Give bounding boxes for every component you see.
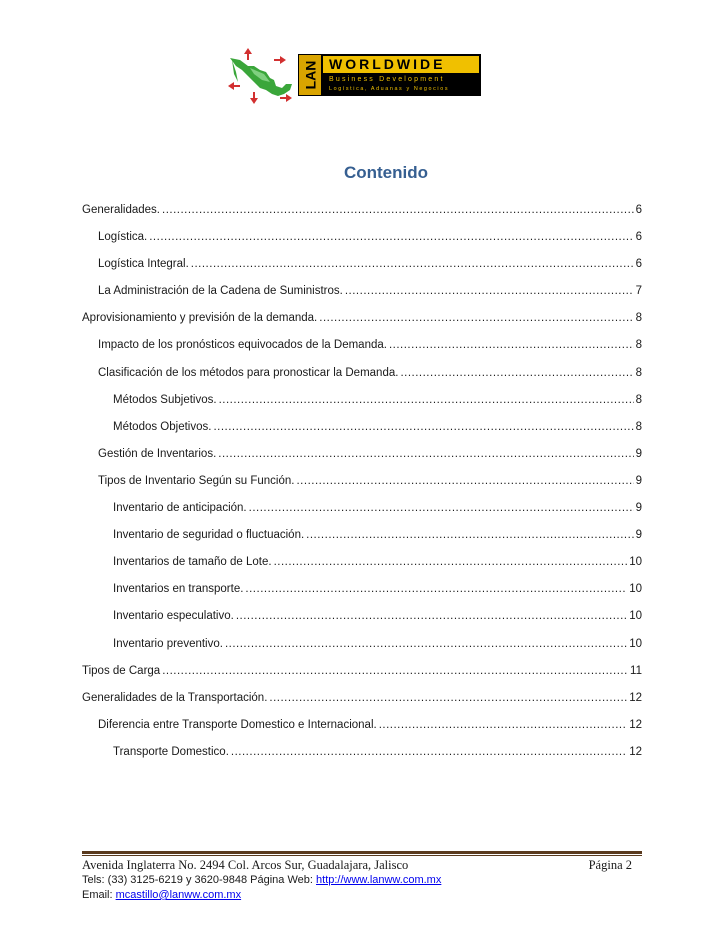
toc-page-number: 12 [629, 718, 642, 731]
toc-entry[interactable] [82, 609, 642, 636]
toc-dot-leader [236, 609, 627, 623]
toc-page-number: 12 [629, 745, 642, 758]
toc-entry-text: Diferencia entre Transporte Domestico e Internacional. [98, 718, 377, 731]
toc-entry-text: Métodos Objetivos. [113, 420, 212, 433]
toc-entry-text: Aprovisionamiento y previsión de la demanda. [82, 312, 318, 325]
toc-entry[interactable] [82, 338, 642, 365]
toc-page-number: 8 [635, 312, 642, 325]
toc-entry[interactable] [82, 393, 642, 420]
toc-dot-leader [162, 664, 628, 678]
toc-entry-text: Tipos de Carga [82, 664, 161, 677]
toc-dot-leader [218, 447, 633, 461]
footer-phones: Tels: (33) 3125-6219 y 3620-9848 Página Web: [82, 874, 317, 886]
toc-entry-text: Inventario de anticipación. [113, 502, 247, 515]
toc-page-number: 8 [635, 366, 642, 379]
toc-page-number: 8 [635, 393, 642, 406]
brand-name: WORLDWIDE [323, 56, 479, 73]
toc-entry-text: Impacto de los pronósticos equivocados de la Demanda. [98, 339, 387, 352]
toc-page-number: 10 [629, 556, 642, 569]
footer-email-label: Email: [82, 889, 116, 901]
brand-letters: LAN [302, 60, 318, 90]
toc-entry-text: Inventario de seguridad o fluctuación. [113, 529, 305, 542]
toc-entry[interactable] [82, 555, 642, 582]
toc-dot-leader [274, 555, 628, 569]
toc-entry-text: Inventarios en transporte. [113, 583, 244, 596]
toc-dot-leader [400, 366, 633, 380]
toc-page-number: 9 [635, 474, 642, 487]
toc-entry[interactable] [82, 284, 642, 311]
toc-entry[interactable] [82, 366, 642, 393]
toc-entry-text: Logística Integral. [98, 258, 189, 271]
table-of-contents [82, 203, 642, 772]
toc-entry-text: Inventario especulativo. [113, 610, 234, 623]
toc-dot-leader [245, 582, 627, 596]
toc-dot-leader [249, 501, 634, 515]
toc-dot-leader [319, 311, 633, 325]
toc-dot-leader [306, 528, 633, 542]
toc-entry-text: Clasificación de los métodos para pronosticar la Demanda. [98, 366, 399, 379]
toc-entry-text: Inventarios de tamaño de Lote. [113, 556, 272, 569]
toc-page-number: 10 [629, 637, 642, 650]
page-footer [82, 858, 642, 903]
toc-dot-leader [225, 637, 627, 651]
footer-contact-line [82, 873, 642, 888]
toc-entry-text: Gestión de Inventarios. [98, 447, 217, 460]
toc-entry-text: Generalidades. [82, 204, 160, 216]
toc-entry-text: La Administración de la Cadena de Suministros. [98, 285, 343, 298]
footer-email-link[interactable]: mcastillo@lanww.com.mx [115, 889, 242, 901]
toc-page-number: 10 [629, 610, 642, 623]
toc-dot-leader [269, 691, 627, 705]
toc-dot-leader [162, 203, 634, 217]
toc-page-number: 6 [635, 258, 642, 271]
toc-entry[interactable] [82, 691, 642, 718]
toc-page-number: 6 [635, 231, 642, 244]
footer-rule [82, 851, 642, 854]
toc-page-number: 9 [635, 529, 642, 542]
toc-dot-leader [191, 257, 634, 271]
toc-entry[interactable] [82, 582, 642, 609]
footer-website-link[interactable]: http://www.lanww.com.mx [316, 874, 442, 886]
toc-page-number: 9 [635, 447, 642, 460]
toc-page-number: 9 [635, 502, 642, 515]
brand-subtitle: Business Development [323, 75, 479, 84]
toc-dot-leader [213, 420, 633, 434]
toc-page-number: 12 [629, 691, 642, 704]
footer-address-line [82, 858, 642, 873]
footer-rule-thin [82, 855, 642, 856]
mexico-map-icon [226, 44, 298, 108]
toc-entry[interactable] [82, 664, 642, 691]
brand-tagline: Logística, Aduanas y Negocios [323, 85, 479, 94]
toc-dot-leader [296, 474, 633, 488]
footer-email-line [82, 888, 642, 903]
toc-entry-text: Tipos de Inventario Según su Función. [98, 474, 295, 487]
toc-page-number: 10 [629, 583, 642, 596]
toc-page-number: 11 [630, 664, 642, 677]
toc-dot-leader [231, 745, 627, 759]
footer-page-number: Página 2 [588, 858, 632, 872]
toc-dot-leader [149, 230, 633, 244]
toc-entry[interactable] [82, 230, 642, 257]
toc-entry[interactable] [82, 637, 642, 664]
toc-page-number: 6 [635, 204, 642, 216]
toc-dot-leader [379, 718, 628, 732]
toc-entry[interactable] [82, 528, 642, 555]
toc-entry-text: Logística. [98, 231, 148, 244]
toc-entry[interactable] [82, 257, 642, 284]
toc-dot-leader [389, 338, 634, 352]
toc-entry-text: Inventario preventivo. [113, 637, 223, 650]
toc-entry[interactable] [82, 718, 642, 745]
toc-entry[interactable] [82, 203, 642, 230]
toc-entry-text: Transporte Domestico. [113, 745, 229, 758]
brand-box [298, 54, 481, 96]
toc-entry[interactable] [82, 420, 642, 447]
toc-page-number: 8 [635, 420, 642, 433]
toc-entry[interactable] [82, 501, 642, 528]
toc-entry-text: Métodos Subjetivos. [113, 393, 217, 406]
toc-dot-leader [219, 393, 634, 407]
header-logo [226, 44, 482, 108]
footer-address: Avenida Inglaterra No. 2494 Col. Arcos Sur, Guadalajara, Jalisco [82, 858, 409, 872]
toc-entry[interactable] [82, 474, 642, 501]
toc-page-number: 8 [635, 339, 642, 352]
toc-entry-text: Generalidades de la Transportación. [82, 691, 268, 704]
toc-page-number: 7 [635, 285, 642, 298]
brand-lan-block [299, 55, 321, 95]
toc-entry[interactable] [82, 311, 642, 338]
toc-dot-leader [345, 284, 634, 298]
toc-title: Contenido [343, 163, 429, 182]
toc-entry[interactable] [82, 745, 642, 772]
toc-entry[interactable] [82, 447, 642, 474]
